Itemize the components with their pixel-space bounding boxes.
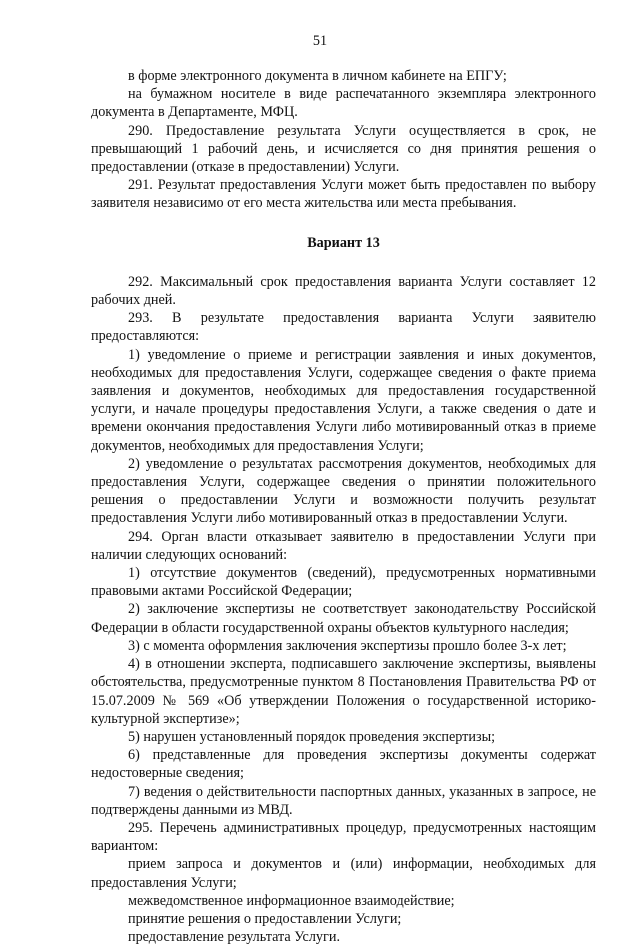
paragraph: 1) уведомление о приеме и регистрации заявления и иных документов, необходимых для предоставления Услуги, содержащее сведения о факте приема заявления и документов, необходимых для предоставления государственной услуги, и начале процедуры предоставления Услуги, а также сведения о дате и времени окончания предоставления Услуги либо мотивированный отказ в приеме документов, необходимых для предоставления Услуги; bbox=[91, 346, 596, 454]
paragraph: 290. Предоставление результата Услуги осуществляется в срок, не превышающий 1 рабочий день, и исчисляется со дня принятия решения о предоставлении (отказе в предоставлении) Услуги. bbox=[91, 122, 596, 176]
paragraph: 1) отсутствие документов (сведений), предусмотренных нормативными правовыми актами Российской Федерации; bbox=[91, 565, 596, 600]
paragraph: 6) представленные для проведения экспертизы документы содержат недостоверные сведения; bbox=[91, 747, 596, 782]
paragraph: в форме электронного документа в личном кабинете на ЕПГУ; bbox=[128, 68, 507, 84]
paragraph: 294. Орган власти отказывает заявителю в предоставлении Услуги при наличии следующих оснований: bbox=[91, 528, 596, 563]
paragraph: 293. В результате предоставления варианта Услуги заявителю предоставляются: bbox=[91, 310, 596, 345]
page-number: 51 bbox=[312, 33, 328, 49]
paragraph: прием запроса и документов и (или) информации, необходимых для предоставления Услуги; bbox=[91, 856, 596, 891]
paragraph: 7) ведения о действительности паспортных данных, указанных в запросе, не подтверждены данными из МВД. bbox=[91, 783, 596, 818]
page-content bbox=[91, 67, 596, 946]
paragraph: 291. Результат предоставления Услуги может быть предоставлен по выбору заявителя независимо от его места жительства или места пребывания. bbox=[91, 177, 596, 212]
paragraph: 3) с момента оформления заключения экспертизы прошло более 3-х лет; bbox=[128, 637, 567, 654]
paragraph: принятие решения о предоставлении Услуги; bbox=[128, 910, 402, 927]
paragraph: 2) заключение экспертизы не соответствует законодательству Российской Федерации в области государственной охраны объектов культурного наследия; bbox=[91, 601, 596, 636]
paragraph: 4) в отношении эксперта, подписавшего заключение экспертизы, выявлены обстоятельства, предусмотренные пунктом 8 Постановления Правительства РФ от 15.07.2009 № 569 «Об утверждении Положения о государственной историко-культурной экспертизе»; bbox=[91, 656, 596, 727]
paragraph: предоставление результата Услуги. bbox=[128, 929, 340, 946]
paragraph: 5) нарушен установленный порядок проведения экспертизы; bbox=[128, 728, 496, 745]
section-heading: Вариант 13 bbox=[307, 234, 380, 251]
paragraph: 292. Максимальный срок предоставления варианта Услуги составляет 12 рабочих дней. bbox=[91, 273, 596, 309]
paragraph: межведомственное информационное взаимодействие; bbox=[128, 892, 455, 909]
paragraph: 2) уведомление о результатах рассмотрения документов, необходимых для предоставления Услуги, содержащее сведения о принятии положительного решения о предоставлении Услуги и возможности получить результат предоставления Услуги либо мотивированный отказ в предоставлении Услуги. bbox=[91, 455, 596, 527]
paragraph: на бумажном носителе в виде распечатанного экземпляра электронного документа в Департаменте, МФЦ. bbox=[91, 86, 596, 121]
paragraph: 295. Перечень административных процедур, предусмотренных настоящим вариантом: bbox=[91, 819, 596, 855]
